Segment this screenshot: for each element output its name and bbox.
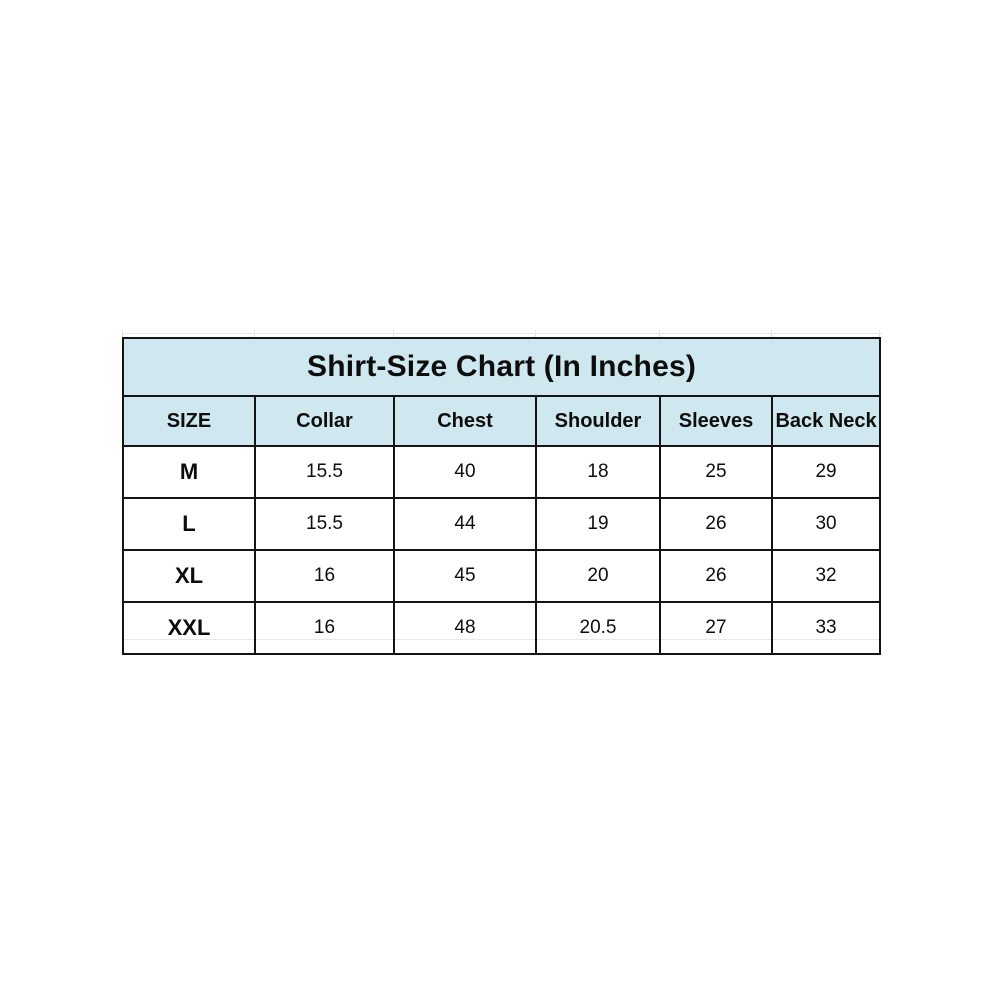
table-row <box>123 550 880 602</box>
cell-size: M <box>123 446 255 498</box>
cell-collar: 16 <box>255 602 394 654</box>
cell-size: L <box>123 498 255 550</box>
cell-sleeves: 25 <box>660 446 772 498</box>
cell-size: XL <box>123 550 255 602</box>
table-row <box>123 498 880 550</box>
cell-back-neck: 30 <box>772 498 880 550</box>
cell-collar: 15.5 <box>255 498 394 550</box>
column-header-collar: Collar <box>255 396 394 446</box>
cell-shoulder: 20 <box>536 550 660 602</box>
size-chart-table-wrapper <box>122 337 879 655</box>
column-header-sleeves: Sleeves <box>660 396 772 446</box>
column-header-shoulder: Shoulder <box>536 396 660 446</box>
cell-sleeves: 26 <box>660 550 772 602</box>
table-header-row <box>123 396 880 446</box>
cell-chest: 44 <box>394 498 536 550</box>
size-chart-table <box>122 337 881 655</box>
chart-title: Shirt-Size Chart (In Inches) <box>123 338 880 396</box>
column-header-size: SIZE <box>123 396 255 446</box>
cell-sleeves: 26 <box>660 498 772 550</box>
cell-back-neck: 33 <box>772 602 880 654</box>
cell-chest: 40 <box>394 446 536 498</box>
cell-back-neck: 32 <box>772 550 880 602</box>
cell-chest: 48 <box>394 602 536 654</box>
table-row <box>123 446 880 498</box>
cell-sleeves: 27 <box>660 602 772 654</box>
cell-shoulder: 18 <box>536 446 660 498</box>
column-header-chest: Chest <box>394 396 536 446</box>
table-row <box>123 602 880 654</box>
cell-shoulder: 19 <box>536 498 660 550</box>
cell-size: XXL <box>123 602 255 654</box>
cell-shoulder: 20.5 <box>536 602 660 654</box>
cell-collar: 15.5 <box>255 446 394 498</box>
cell-chest: 45 <box>394 550 536 602</box>
grid-guide-line <box>122 333 882 334</box>
cell-collar: 16 <box>255 550 394 602</box>
column-header-back-neck: Back Neck <box>772 396 880 446</box>
table-title-row <box>123 338 880 396</box>
cell-back-neck: 29 <box>772 446 880 498</box>
